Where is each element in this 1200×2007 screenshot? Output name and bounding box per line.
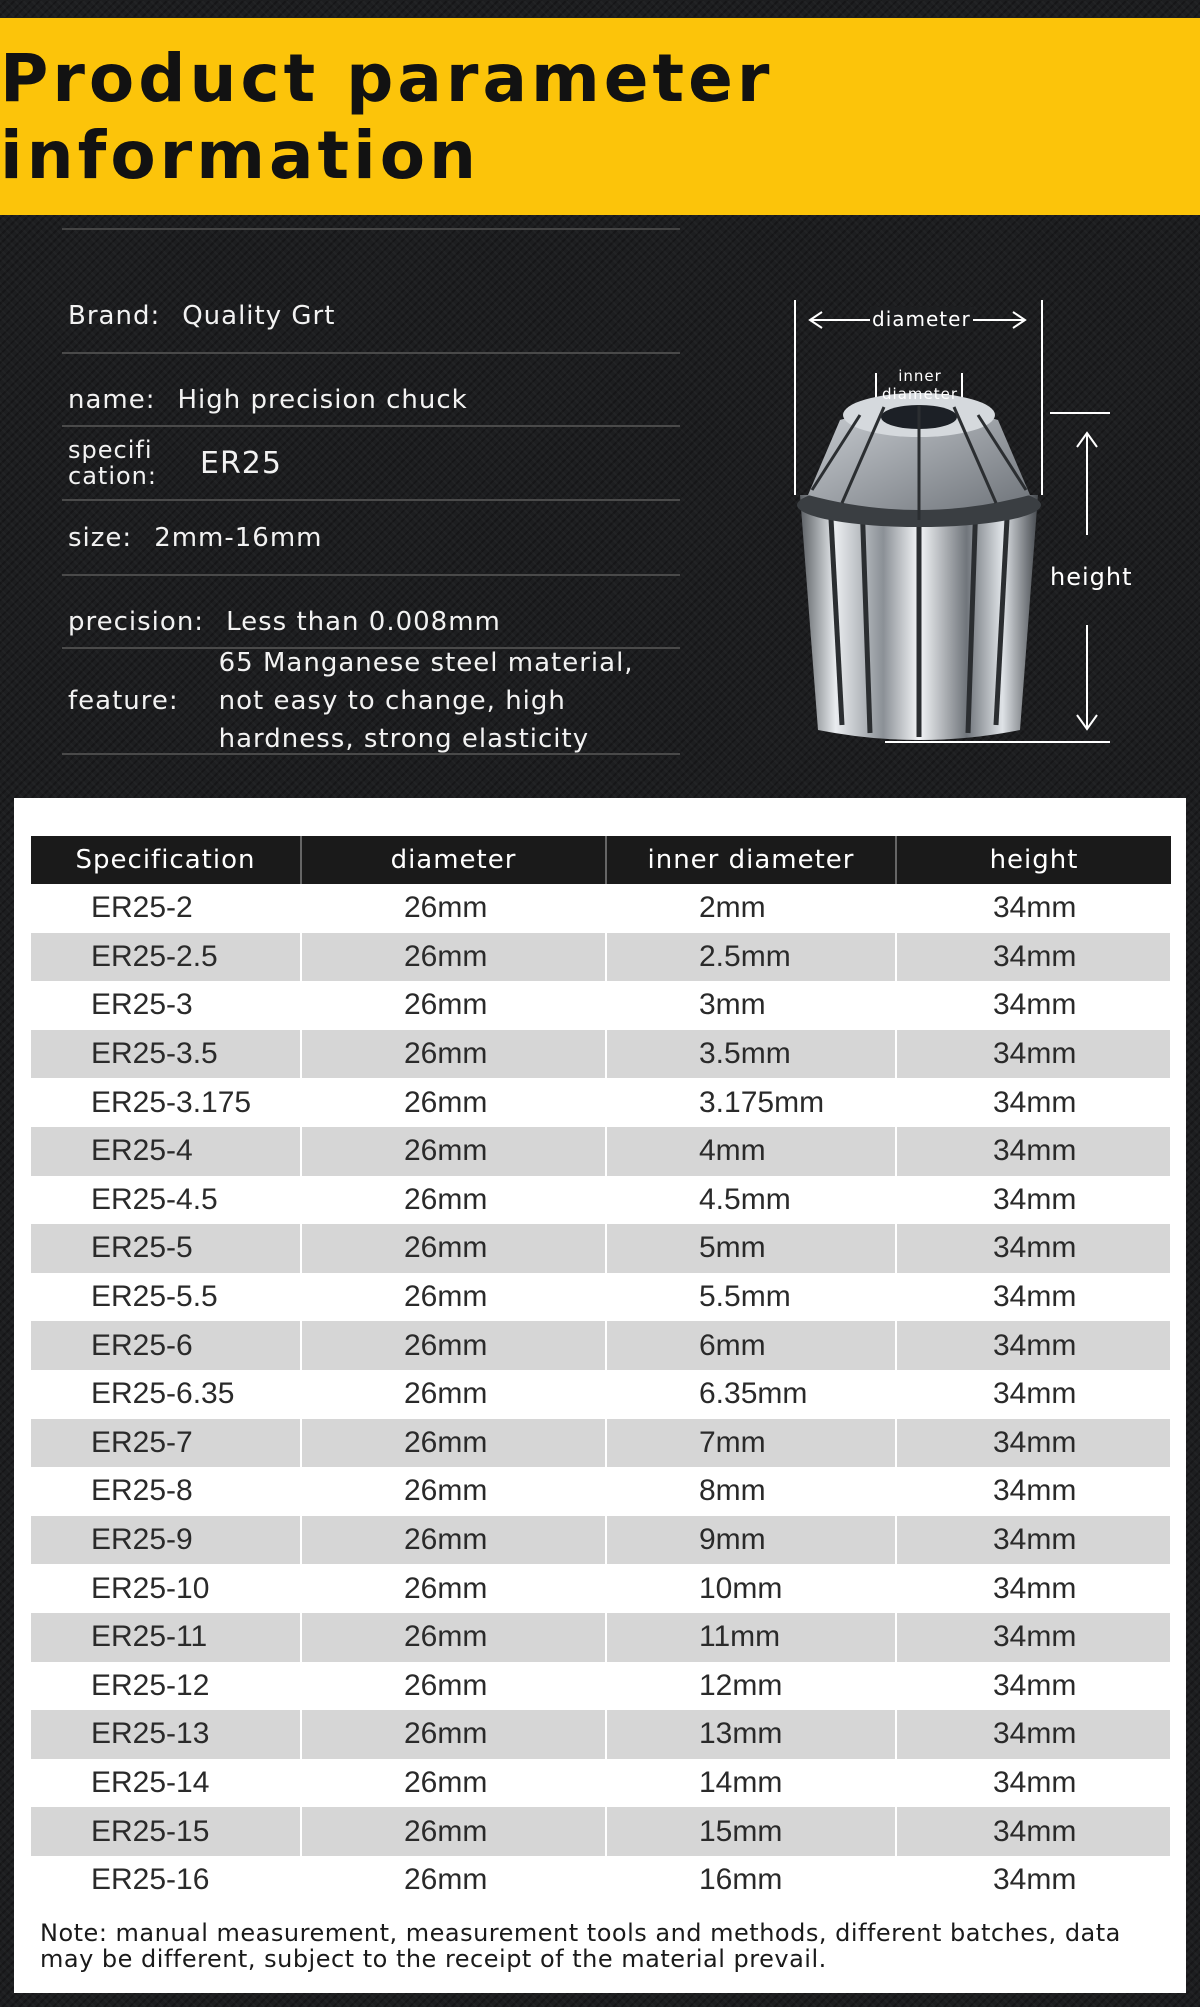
cell-diameter: 26mm (301, 1176, 606, 1225)
cell-height: 34mm (896, 1516, 1171, 1565)
cell-inner-diameter: 12mm (606, 1662, 896, 1711)
cell-height: 34mm (896, 1176, 1171, 1225)
cell-inner-diameter: 6mm (606, 1321, 896, 1370)
header-specification: Specification (31, 836, 301, 884)
cell-inner-diameter: 5mm (606, 1224, 896, 1273)
param-label: feature: (68, 686, 179, 716)
table-row (31, 1516, 1171, 1565)
param-label: precision: (68, 607, 205, 637)
spec-table (31, 836, 1172, 1904)
cell-height: 34mm (896, 1419, 1171, 1468)
param-label: size: (68, 522, 133, 553)
cell-diameter: 26mm (301, 1516, 606, 1565)
cell-inner-diameter: 2mm (606, 884, 896, 933)
cell-diameter: 26mm (301, 1419, 606, 1468)
table-row (31, 1419, 1171, 1468)
table-row (31, 1030, 1171, 1079)
cell-specification: ER25-4 (31, 1127, 301, 1176)
cell-diameter: 26mm (301, 1467, 606, 1516)
table-row (31, 1321, 1171, 1370)
cell-height: 34mm (896, 1467, 1171, 1516)
spec-table-card (14, 798, 1186, 1993)
cell-inner-diameter: 6.35mm (606, 1370, 896, 1419)
table-row (31, 1564, 1171, 1613)
divider (62, 228, 680, 230)
cell-diameter: 26mm (301, 1564, 606, 1613)
table-row (31, 1273, 1171, 1322)
cell-height: 34mm (896, 1856, 1171, 1905)
cell-height: 34mm (896, 1078, 1171, 1127)
param-value: ER25 (200, 445, 282, 481)
param-label: Brand: (68, 301, 161, 331)
table-row (31, 1370, 1171, 1419)
cell-specification: ER25-11 (31, 1613, 301, 1662)
cell-specification: ER25-3.5 (31, 1030, 301, 1079)
cell-diameter: 26mm (301, 933, 606, 982)
param-value: 2mm-16mm (154, 522, 323, 553)
cell-height: 34mm (896, 1224, 1171, 1273)
cell-inner-diameter: 4.5mm (606, 1176, 896, 1225)
cell-diameter: 26mm (301, 1759, 606, 1808)
param-value: High precision chuck (177, 385, 468, 415)
cell-inner-diameter: 11mm (606, 1613, 896, 1662)
param-brand (62, 280, 680, 354)
cell-specification: ER25-15 (31, 1807, 301, 1856)
table-row (31, 933, 1171, 982)
cell-specification: ER25-2 (31, 884, 301, 933)
cell-inner-diameter: 16mm (606, 1856, 896, 1905)
table-row (31, 1807, 1171, 1856)
table-row (31, 1467, 1171, 1516)
cell-height: 34mm (896, 1662, 1171, 1711)
cell-inner-diameter: 3.175mm (606, 1078, 896, 1127)
cell-specification: ER25-10 (31, 1564, 301, 1613)
param-label: name: (68, 385, 156, 415)
cell-diameter: 26mm (301, 1613, 606, 1662)
table-row (31, 1127, 1171, 1176)
cell-inner-diameter: 2.5mm (606, 933, 896, 982)
cell-specification: ER25-6.35 (31, 1370, 301, 1419)
cell-inner-diameter: 3.5mm (606, 1030, 896, 1079)
cell-specification: ER25-6 (31, 1321, 301, 1370)
cell-diameter: 26mm (301, 1273, 606, 1322)
cell-inner-diameter: 15mm (606, 1807, 896, 1856)
param-specification (62, 427, 680, 501)
cell-inner-diameter: 8mm (606, 1467, 896, 1516)
cell-diameter: 26mm (301, 884, 606, 933)
title-banner (0, 18, 1200, 215)
cell-height: 34mm (896, 981, 1171, 1030)
param-value: 65 Manganese steel material, not easy to change, high hardness, strong elasticity (218, 648, 634, 754)
param-label: specifi cation: (68, 436, 157, 490)
collet-diagram (780, 295, 1170, 755)
table-row (31, 1224, 1171, 1273)
inner-diameter-label: inner diameter (882, 367, 958, 403)
cell-inner-diameter: 3mm (606, 981, 896, 1030)
param-size (62, 501, 680, 576)
table-row (31, 1176, 1171, 1225)
table-row (31, 1759, 1171, 1808)
param-value: Quality Grt (182, 301, 336, 331)
cell-inner-diameter: 13mm (606, 1710, 896, 1759)
measurement-note: Note: manual measurement, measurement tools and methods, different batches, data may be different, subject to the receipt of the material prevail. (40, 1919, 1121, 1973)
cell-height: 34mm (896, 1564, 1171, 1613)
cell-height: 34mm (896, 1321, 1171, 1370)
height-label: height (1050, 563, 1133, 591)
table-row (31, 1078, 1171, 1127)
cell-inner-diameter: 5.5mm (606, 1273, 896, 1322)
cell-diameter: 26mm (301, 1321, 606, 1370)
cell-diameter: 26mm (301, 1370, 606, 1419)
cell-specification: ER25-9 (31, 1516, 301, 1565)
cell-specification: ER25-5.5 (31, 1273, 301, 1322)
table-row (31, 1710, 1171, 1759)
cell-diameter: 26mm (301, 1224, 606, 1273)
cell-height: 34mm (896, 1710, 1171, 1759)
cell-height: 34mm (896, 1370, 1171, 1419)
cell-diameter: 26mm (301, 1662, 606, 1711)
header-inner-diameter: inner diameter (606, 836, 896, 884)
table-row (31, 1662, 1171, 1711)
diameter-label: diameter (872, 307, 971, 331)
cell-inner-diameter: 9mm (606, 1516, 896, 1565)
cell-diameter: 26mm (301, 981, 606, 1030)
cell-specification: ER25-13 (31, 1710, 301, 1759)
table-header-row (31, 836, 1171, 884)
cell-specification: ER25-5 (31, 1224, 301, 1273)
cell-diameter: 26mm (301, 1710, 606, 1759)
table-row (31, 981, 1171, 1030)
header-height: height (896, 836, 1171, 884)
cell-inner-diameter: 14mm (606, 1759, 896, 1808)
cell-diameter: 26mm (301, 1030, 606, 1079)
header-diameter: diameter (301, 836, 606, 884)
cell-diameter: 26mm (301, 1856, 606, 1905)
cell-height: 34mm (896, 1807, 1171, 1856)
cell-diameter: 26mm (301, 1127, 606, 1176)
cell-height: 34mm (896, 1127, 1171, 1176)
cell-specification: ER25-8 (31, 1467, 301, 1516)
cell-inner-diameter: 4mm (606, 1127, 896, 1176)
cell-specification: ER25-16 (31, 1856, 301, 1905)
param-feature (62, 649, 680, 755)
cell-height: 34mm (896, 1273, 1171, 1322)
cell-specification: ER25-3 (31, 981, 301, 1030)
parameter-list (62, 228, 680, 755)
page-title: Product parameter information (0, 39, 774, 194)
cell-height: 34mm (896, 1030, 1171, 1079)
cell-height: 34mm (896, 884, 1171, 933)
collet-illustration (780, 295, 1170, 755)
param-name (62, 354, 680, 427)
table-row (31, 884, 1171, 933)
param-value: Less than 0.008mm (226, 607, 501, 637)
cell-specification: ER25-7 (31, 1419, 301, 1468)
cell-diameter: 26mm (301, 1807, 606, 1856)
cell-specification: ER25-14 (31, 1759, 301, 1808)
cell-specification: ER25-4.5 (31, 1176, 301, 1225)
cell-specification: ER25-3.175 (31, 1078, 301, 1127)
cell-height: 34mm (896, 1759, 1171, 1808)
param-precision (62, 576, 680, 649)
cell-inner-diameter: 7mm (606, 1419, 896, 1468)
cell-inner-diameter: 10mm (606, 1564, 896, 1613)
cell-specification: ER25-2.5 (31, 933, 301, 982)
table-row (31, 1856, 1171, 1905)
cell-height: 34mm (896, 933, 1171, 982)
table-row (31, 1613, 1171, 1662)
cell-specification: ER25-12 (31, 1662, 301, 1711)
cell-height: 34mm (896, 1613, 1171, 1662)
cell-diameter: 26mm (301, 1078, 606, 1127)
